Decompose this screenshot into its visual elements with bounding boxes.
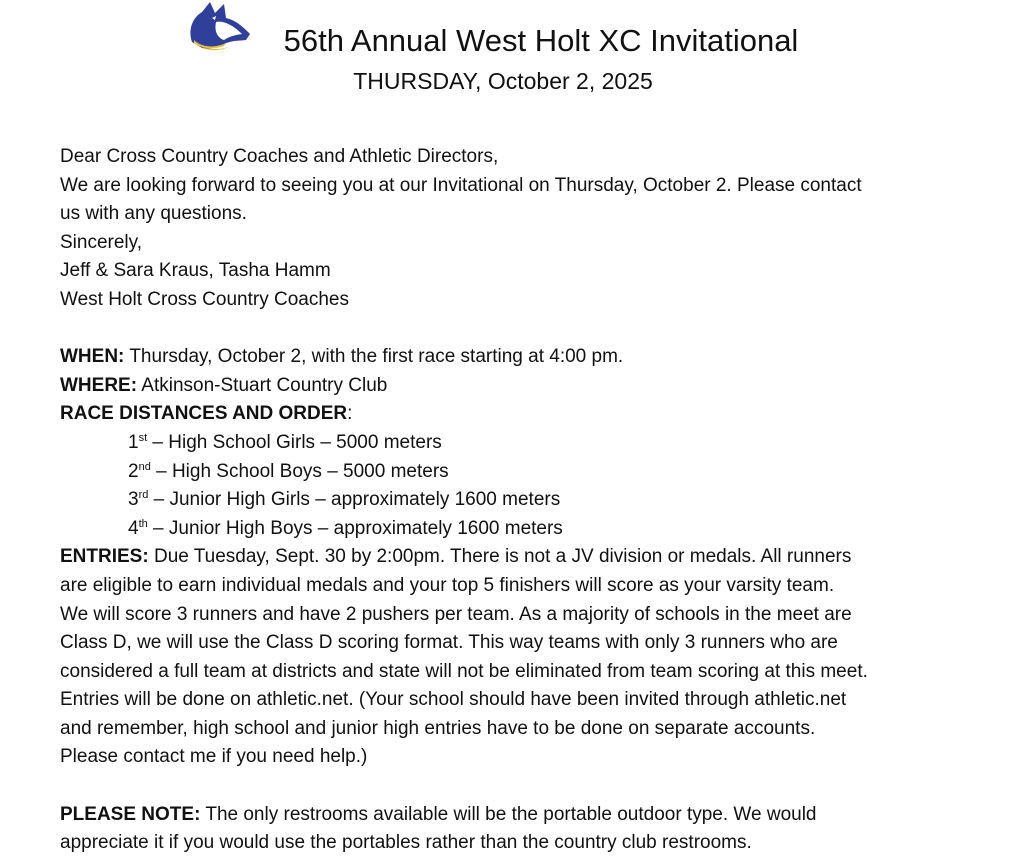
note-label: PLEASE NOTE: [60, 803, 201, 825]
letter-signers: Jeff & Sara Kraus, Tasha Hamm [60, 260, 331, 282]
where-row [60, 372, 960, 401]
where-label: WHERE: [60, 374, 138, 396]
entries-line: and remember, high school and junior high entries have to be done on separate accounts. [60, 717, 816, 739]
note-row: PLEASE NOTE: The only restrooms available will be the portable outdoor type. We would [60, 803, 817, 825]
note-line: appreciate it if you would use the portables rather than the country club restrooms. [60, 832, 752, 854]
letter-line: We are looking forward to seeing you at our Invitational on Thursday, October 2. Please contact [60, 174, 862, 196]
when-text: Thursday, October 2, with the first race starting at 4:00 pm. [124, 346, 624, 368]
race-item: 4th – Junior High Boys – approximately 1600 meters [128, 517, 563, 539]
entries-line: considered a full team at districts and state will not be eliminated from team scoring at this meet. [60, 660, 868, 682]
event-date: THURSDAY, October 2, 2025 [353, 68, 653, 94]
entries-row: ENTRIES: Due Tuesday, Sept. 30 by 2:00pm. There is not a JV division or medals. All runners [60, 546, 852, 568]
entries-line: Please contact me if you need help.) [60, 746, 368, 768]
entries-line: Entries will be done on athletic.net. (Your school should have been invited through athletic.net [60, 689, 847, 711]
when-label: WHEN: [60, 346, 125, 368]
race-item: 2nd – High School Boys – 5000 meters [128, 460, 449, 482]
where-text: Atkinson-Stuart Country Club [137, 374, 388, 396]
entries-line: Class D, we will use the Class D scoring format. This way teams with only 3 runners who are [60, 632, 838, 654]
races-heading: RACE DISTANCES AND ORDER: [60, 403, 353, 425]
race-item: 1st – High School Girls – 5000 meters [128, 431, 442, 453]
entries-line: are eligible to earn individual medals and your top 5 finishers will score as your varsity team. [60, 574, 835, 596]
entries-line: We will score 3 runners and have 2 pushers per team. As a majority of schools in the meet are [60, 603, 852, 625]
letter-body [60, 143, 960, 858]
races-label: RACE DISTANCES AND ORDER [60, 403, 348, 425]
letter-greeting: Dear Cross Country Coaches and Athletic Directors, [60, 146, 499, 167]
letter-line: us with any questions. [60, 203, 247, 225]
race-item: 3rd – Junior High Girls – approximately 1600 meters [128, 489, 561, 511]
when-row [60, 343, 960, 372]
entries-label: ENTRIES: [60, 546, 149, 568]
letter-signer-title: West Holt Cross Country Coaches [60, 288, 349, 310]
letter-closing: Sincerely, [60, 231, 143, 253]
event-title: 56th Annual West Holt XC Invitational [283, 23, 799, 58]
